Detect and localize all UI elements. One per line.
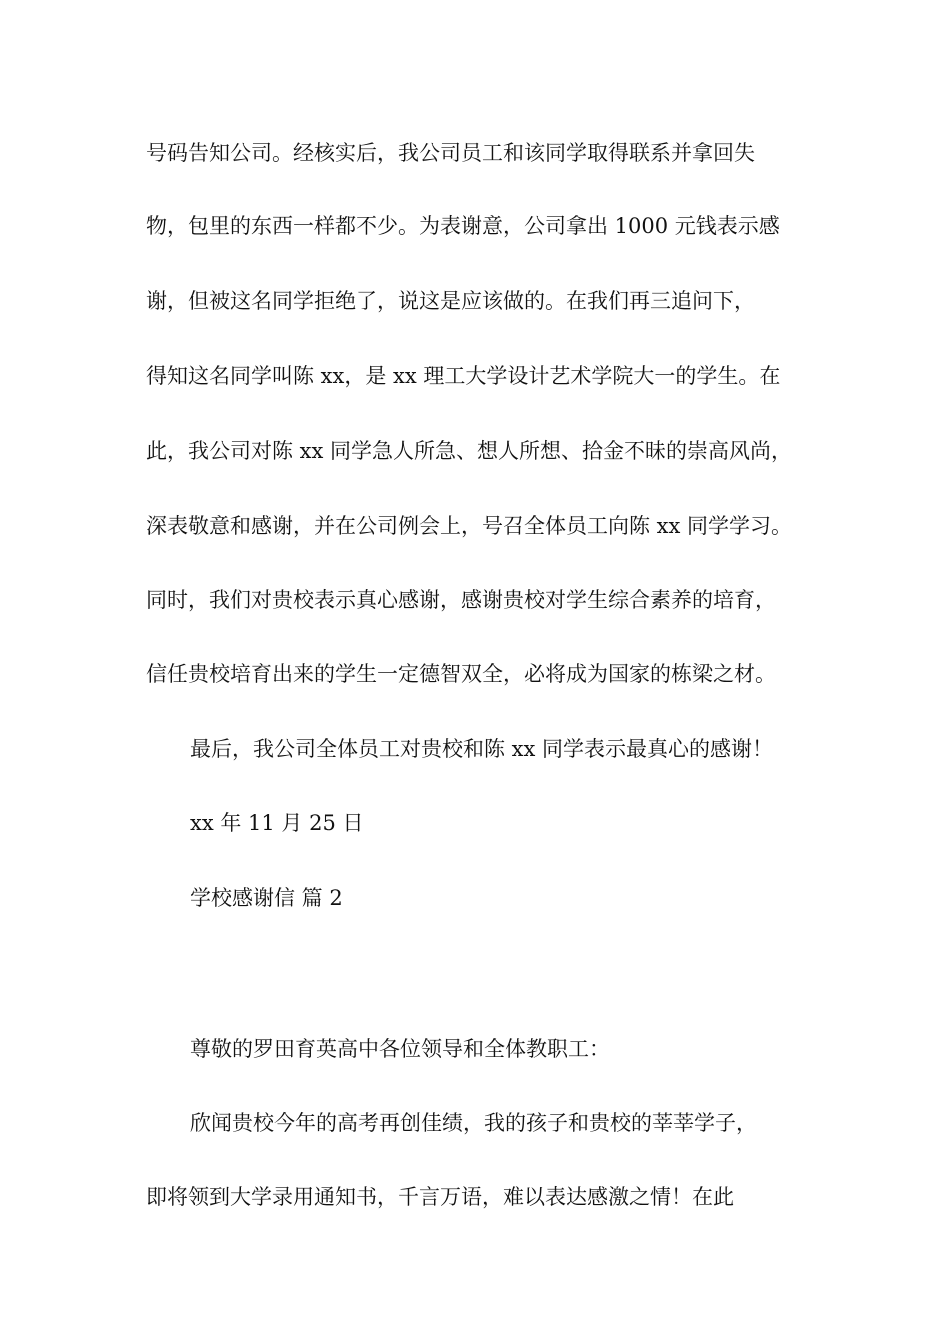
salutation-line: 尊敬的罗田育英高中各位领导和全体教职工： — [190, 1037, 610, 1061]
letter-line-2: 即将领到大学录用通知书，千言万语，难以表达感激之情！在此 — [146, 1185, 734, 1209]
letter-line-1: 欣闻贵校今年的高考再创佳绩，我的孩子和贵校的莘莘学子， — [190, 1111, 757, 1135]
section-heading: 学校感谢信 篇 2 — [190, 886, 343, 910]
body-line-1: 号码告知公司。经核实后，我公司员工和该同学取得联系并拿回失 — [146, 141, 755, 165]
body-line-7: 同时，我们对贵校表示真心感谢，感谢贵校对学生综合素养的培育， — [146, 588, 776, 612]
body-line-2: 物，包里的东西一样都不少。为表谢意，公司拿出 1000 元钱表示感 — [146, 214, 780, 238]
closing-line: 最后，我公司全体员工对贵校和陈 xx 同学表示最真心的感谢！ — [190, 737, 774, 761]
body-line-5: 此，我公司对陈 xx 同学急人所急、想人所想、拾金不昧的崇高风尚， — [146, 439, 793, 463]
body-line-8: 信任贵校培育出来的学生一定德智双全，必将成为国家的栋梁之材。 — [146, 662, 776, 686]
body-line-3: 谢，但被这名同学拒绝了，说这是应该做的。在我们再三追问下， — [146, 289, 755, 313]
body-line-6: 深表敬意和感谢，并在公司例会上，号召全体员工向陈 xx 同学学习。 — [146, 514, 793, 538]
body-line-4: 得知这名同学叫陈 xx，是 xx 理工大学设计艺术学院大一的学生。在 — [146, 364, 781, 388]
date-line: xx 年 11 月 25 日 — [190, 811, 364, 835]
